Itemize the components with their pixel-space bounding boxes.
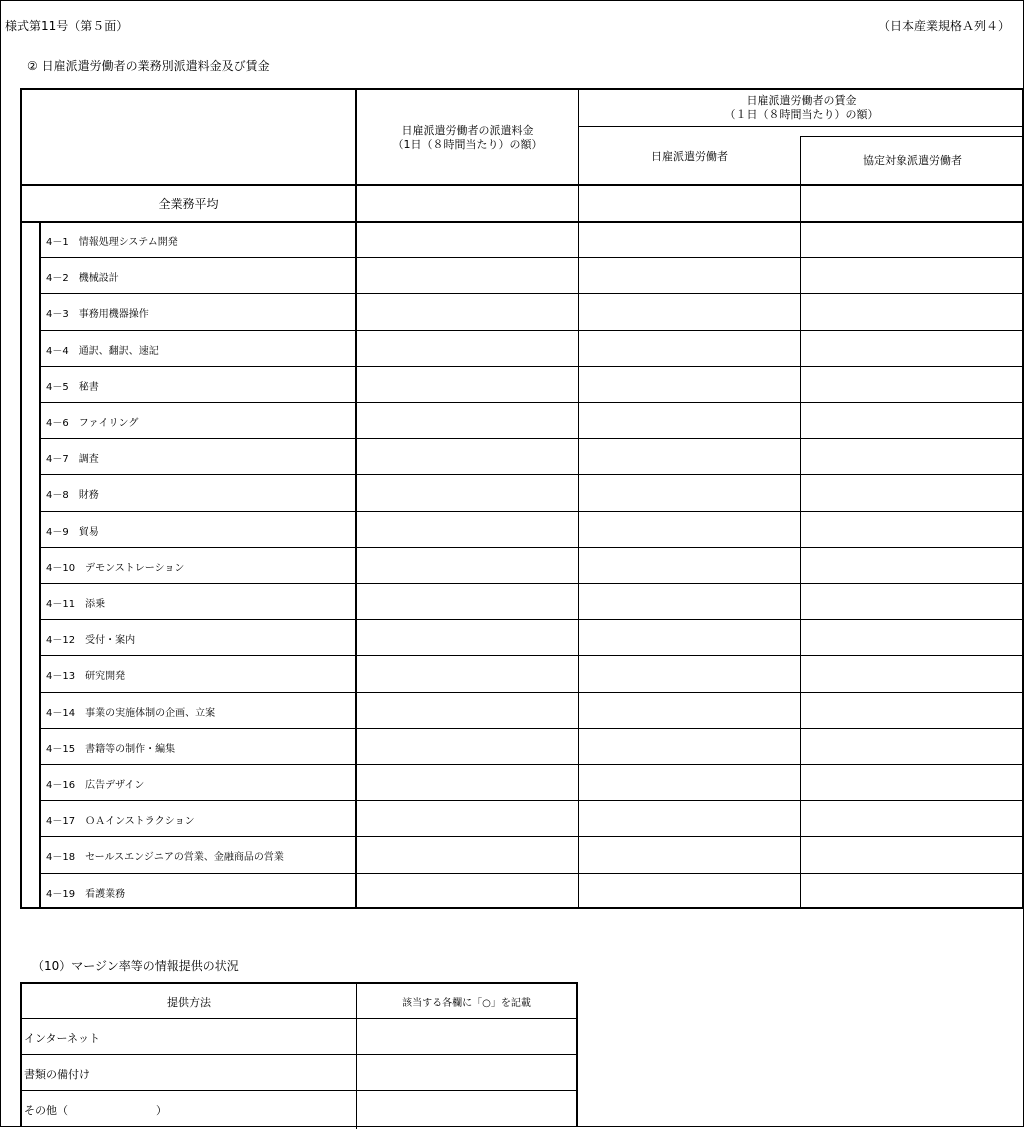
table-hline [41,330,1024,331]
job-category-label: 4－1 情報処理システム開発 [46,237,178,248]
table-hline [578,126,1024,127]
table-hline [41,655,1024,656]
method-other: その他（ ） [24,1104,167,1117]
job-category-label: 4－18 セールスエンジニアの営業、金融商品の営業 [46,852,284,863]
job-category-label: 4－4 通訳、翻訳、速記 [46,346,159,357]
job-category-label: 4－2 機械設計 [46,273,119,284]
section2-title: ② 日雇派遣労働者の業務別派遣料金及び賃金 [27,59,270,73]
col-wage-line1: 日雇派遣労働者の賃金 [746,94,857,107]
table-hline [41,619,1024,620]
job-category-label: 4－16 広告デザイン [46,780,145,791]
job-category-label: 4－7 調査 [46,454,99,465]
dispatch-fee-table [20,88,1024,909]
method-document: 書類の備付け [24,1068,90,1081]
col-fee-line1: 日雇派遣労働者の派遣料金 [401,124,534,137]
table-hline [800,136,1024,137]
table-hline [41,583,1024,584]
job-category-label: 4－10 デモンストレーション [46,563,185,574]
table-vline [355,90,357,907]
section10-title: （10）マージン率等の情報提供の状況 [32,959,239,973]
job-category-label: 4－17 ＯＡインストラクション [46,816,195,827]
col-wage-header [579,94,1024,122]
job-category-label: 4－6 ファイリング [46,418,139,429]
mark-cell-other[interactable] [357,1091,576,1129]
job-category-label: 4－12 受付・案内 [46,635,136,646]
table-hline [41,474,1024,475]
mark-cell-internet[interactable] [357,1019,576,1054]
table-hline [41,873,1024,874]
col-wage-sub1: 日雇派遣労働者 [651,150,728,163]
job-category-label: 4－14 事業の実施体制の企画、立案 [46,708,216,719]
job-category-label: 4－8 財務 [46,490,99,501]
job-category-label: 4－9 貿易 [46,527,99,538]
margin-info-table [20,982,578,1127]
form-number: 様式第11号（第５面） [5,19,129,33]
table-vline [578,90,579,907]
col-fee-header [357,124,578,152]
job-category-label: 4－3 事務用機器操作 [46,309,149,320]
job-category-label: 4－13 研究開発 [46,671,126,682]
table-hline [41,402,1024,403]
table-hline [41,728,1024,729]
job-category-label: 4－11 添乗 [46,599,106,610]
col-mark-header: 該当する各欄に「○」を記載 [402,998,531,1009]
table-vline [800,136,801,907]
table-hline [41,692,1024,693]
col-wage-sub2: 協定対象派遣労働者 [863,154,962,167]
table-hline [41,764,1024,765]
job-category-label: 4－15 書籍等の制作・編集 [46,744,176,755]
table-hline [41,257,1024,258]
all-average-label: 全業務平均 [158,197,219,211]
job-category-label: 4－19 看護業務 [46,889,126,900]
mark-cell-document[interactable] [357,1055,576,1090]
col-fee-line2: （1日（８時間当たり）の額） [392,138,543,151]
table-hline [22,184,1024,186]
method-internet: インターネット [24,1032,101,1045]
table-hline [41,293,1024,294]
table-hline [41,800,1024,801]
col-wage-line2: （１日（８時間当たり）の額） [724,108,879,121]
table-hline [41,366,1024,367]
table-hline [41,836,1024,837]
table-hline [41,547,1024,548]
job-category-label: 4－5 秘書 [46,382,99,393]
table-hline [41,511,1024,512]
table-hline [41,438,1024,439]
paper-standard: （日本産業規格Ａ列４） [877,19,1010,33]
col-method-header: 提供方法 [167,996,211,1009]
table-hline [22,221,1024,223]
table-vline [39,222,41,907]
